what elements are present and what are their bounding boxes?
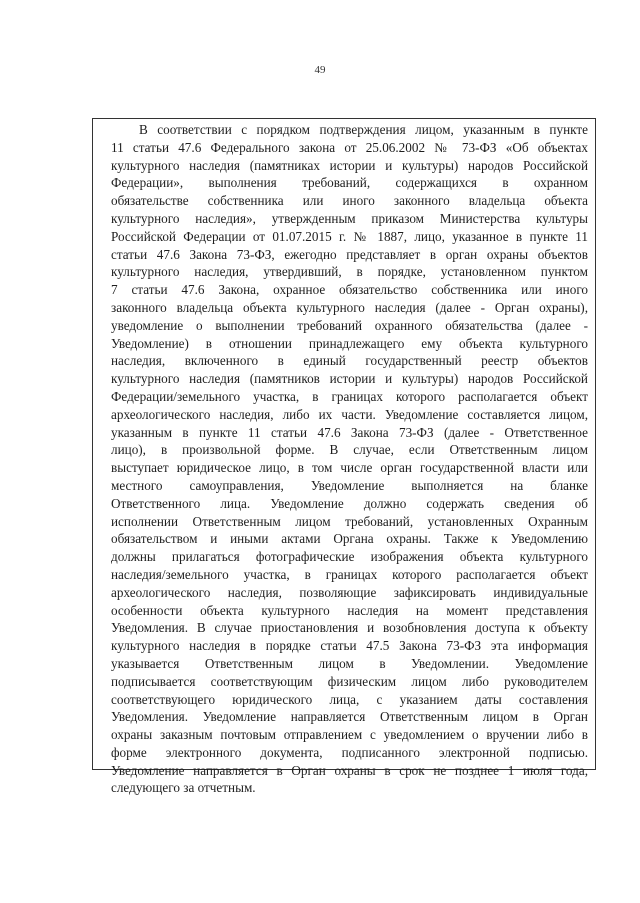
- text-line: статьи 47.6 Закона 73-ФЗ, ежегодно представляет в орган охраны объектов: [111, 246, 588, 262]
- text-line: культурного наследия, утвердивший, в порядке, установленном пунктом: [111, 264, 588, 280]
- text-line: археологического наследия, позволяющие зафиксировать индивидуальные: [111, 584, 588, 600]
- text-line: обязательстве собственника или иного законного владельца объекта: [111, 193, 588, 209]
- text-line: Уведомление направляется в Орган охраны в срок не позднее 1 июля года,: [111, 762, 588, 778]
- text-line: следующего за отчетным.: [111, 780, 256, 796]
- text-line: местного самоуправления, Уведомление выполняется на бланке: [111, 477, 588, 493]
- text-line: В соответствии с порядком подтверждения лицом, указанным в пункте: [139, 122, 588, 137]
- text-line: Уведомления. В случае приостановления и возобновления доступа к объекту: [111, 620, 588, 636]
- text-line: Российской Федерации от 01.07.2015 г. № 1887, лицо, указанное в пункте 11: [111, 228, 588, 244]
- text-line: законного владельца объекта культурного наследия (далее - Орган охраны),: [111, 299, 588, 315]
- text-line: особенности объекта культурного наследия на момент представления: [111, 602, 588, 618]
- text-line: подписывается соответствующим физическим лицом либо руководителем: [111, 673, 588, 689]
- text-line: культурного наследия (памятников истории и культуры) народов Российской: [111, 371, 588, 387]
- text-line: культурного наследия в порядке статьи 47.5 Закона 73-ФЗ эта информация: [111, 638, 588, 654]
- text-line: форме электронного документа, подписанного электронной подписью.: [111, 744, 588, 760]
- text-line: культурного наследия», утвержденным приказом Министерства культуры: [111, 210, 588, 226]
- text-line: соответствующего юридического лица, с указанием даты составления: [111, 691, 588, 707]
- text-line: должны прилагаться фотографические изображения объекта культурного: [111, 549, 588, 565]
- page-number: 49: [314, 64, 326, 76]
- text-line: 11 статьи 47.6 Федерального закона от 25.06.2002 № 73-ФЗ «Об объектах: [111, 139, 588, 155]
- text-line: указывается Ответственным лицом в Уведомлении. Уведомление: [111, 655, 588, 671]
- text-line: выступает юридическое лицо, в том числе орган государственной власти или: [111, 460, 588, 476]
- text-line: лицо), в произвольной форме. В случае, если Ответственным лицом: [111, 442, 588, 458]
- text-line: наследия/земельного участка, в границах которого располагается объект: [111, 566, 588, 582]
- text-line: охраны заказным почтовым отправлением с уведомлением о вручении либо в: [111, 727, 588, 743]
- text-line: наследия, включенного в единый государственный реестр объектов: [111, 353, 588, 369]
- text-line: уведомление о выполнении требований охранного обязательства (далее -: [111, 317, 588, 333]
- text-line: археологического наследия, либо их части. Уведомление составляется лицом,: [111, 406, 588, 422]
- text-line: Федерации», выполнения требований, содержащихся в охранном: [111, 175, 588, 191]
- text-line: исполнении Ответственным лицом требований, установленных Охранным: [111, 513, 588, 529]
- text-line: указанным в пункте 11 статьи 47.6 Закона 73-ФЗ (далее - Ответственное: [111, 424, 588, 440]
- text-line: Уведомление) в отношении принадлежащего ему объекта культурного: [111, 335, 588, 351]
- text-line: Уведомления. Уведомление направляется Ответственным лицом в Орган: [111, 709, 588, 725]
- text-line: обязательством и иными актами Органа охраны. Также к Уведомлению: [111, 531, 588, 547]
- text-line: 7 статьи 47.6 Закона, охранное обязательство собственника или иного: [111, 282, 588, 298]
- text-line: Ответственного лица. Уведомление должно содержать сведения об: [111, 495, 588, 511]
- text-line: Федерации/земельного участка, в границах которого располагается объект: [111, 388, 588, 404]
- text-line: культурного наследия (памятниках истории и культуры) народов Российской: [111, 157, 588, 173]
- body-paragraph: [111, 121, 588, 797]
